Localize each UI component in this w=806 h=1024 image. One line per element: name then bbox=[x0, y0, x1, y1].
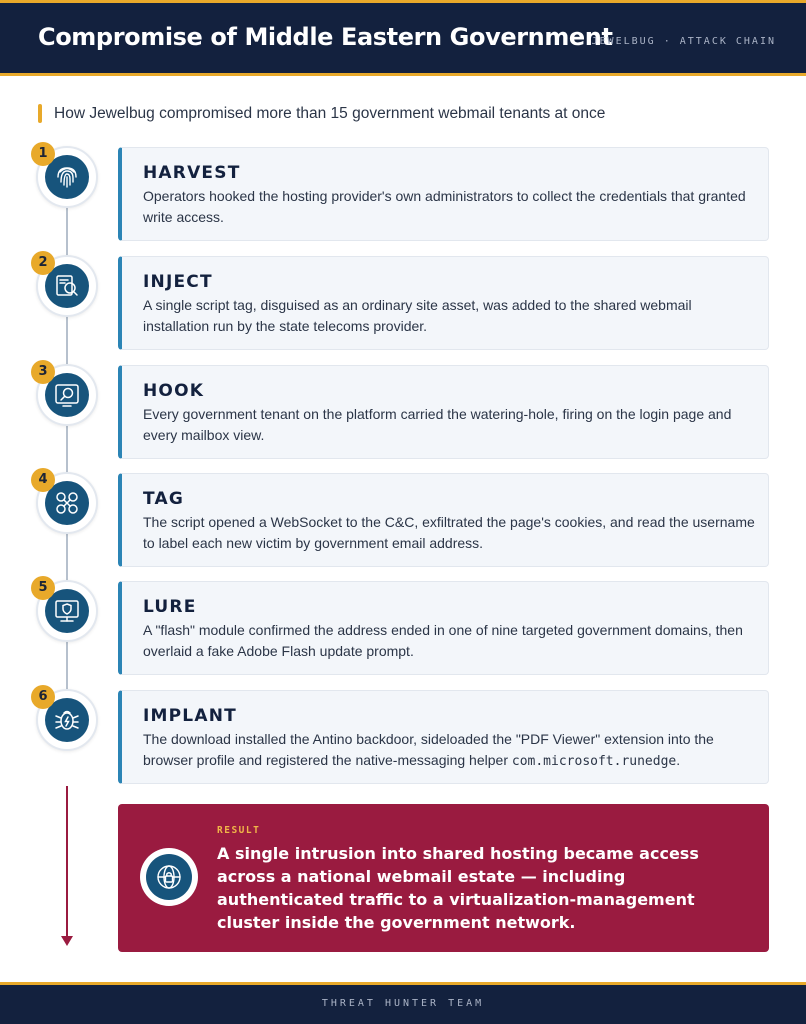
network-nodes-icon bbox=[52, 488, 82, 518]
result-icon bbox=[140, 848, 198, 906]
subtitle: How Jewelbug compromised more than 15 government webmail tenants at once bbox=[54, 105, 606, 122]
magnifier-screen-icon bbox=[52, 380, 82, 410]
step-title: IMPLANT bbox=[143, 706, 237, 726]
header bbox=[0, 0, 806, 76]
footer-text: THREAT HUNTER TEAM bbox=[321, 998, 485, 1009]
timeline-arrow-line bbox=[66, 786, 68, 938]
globe-lock-icon bbox=[153, 861, 185, 893]
step-title: TAG bbox=[143, 489, 184, 509]
step-description bbox=[143, 729, 758, 772]
result-label: RESULT bbox=[217, 825, 261, 836]
step-card-tag bbox=[118, 473, 769, 567]
step-title: LURE bbox=[143, 597, 197, 617]
step-description: The script opened a WebSocket to the C&C, exfiltrated the page's cookies, and read the username to label each new victim by government email address. bbox=[143, 514, 755, 551]
document-search-icon bbox=[52, 271, 82, 301]
step-number-badge: 6 bbox=[31, 685, 55, 709]
step-description: Operators hooked the hosting provider's own administrators to collect the credentials that granted write access. bbox=[143, 188, 746, 225]
step-number-badge: 2 bbox=[31, 251, 55, 275]
monitor-shield-icon bbox=[52, 596, 82, 626]
timeline-connector bbox=[66, 207, 68, 257]
step-title: HARVEST bbox=[143, 163, 241, 183]
step-description-text: The download installed the Antino backdoor, sideloaded the "PDF Viewer" extension into the browser profile and registered the native-messaging helper bbox=[143, 731, 714, 768]
step-title: INJECT bbox=[143, 272, 213, 292]
timeline-connector bbox=[66, 641, 68, 691]
step-description-end: . bbox=[676, 752, 681, 768]
timeline-connector bbox=[66, 533, 68, 583]
step-card-hook bbox=[118, 365, 769, 459]
step-card-inject bbox=[118, 256, 769, 350]
timeline-connector bbox=[66, 316, 68, 366]
result-panel bbox=[118, 804, 769, 952]
step-description: A single script tag, disguised as an ordinary site asset, was added to the shared webmail installation run by the state telecoms provider. bbox=[143, 297, 692, 334]
bug-icon bbox=[52, 705, 82, 735]
footer bbox=[0, 982, 806, 1024]
step-description: A "flash" module confirmed the address ended in one of nine targeted government domains, then overlaid a fake Adobe Flash update prompt. bbox=[143, 622, 743, 659]
step-card-lure bbox=[118, 581, 769, 675]
step-number-badge: 5 bbox=[31, 576, 55, 600]
helper-name-code: com.microsoft.runedge bbox=[511, 754, 677, 769]
page-title: Compromise of Middle Eastern Government bbox=[38, 23, 613, 51]
step-number-badge: 4 bbox=[31, 468, 55, 492]
header-tag: JEWELBUG · ATTACK CHAIN bbox=[591, 36, 776, 47]
step-card-harvest bbox=[118, 147, 769, 241]
fingerprint-icon bbox=[52, 162, 82, 192]
step-number-badge: 1 bbox=[31, 142, 55, 166]
step-number-badge: 3 bbox=[31, 360, 55, 384]
step-title: HOOK bbox=[143, 381, 205, 401]
step-description: Every government tenant on the platform carried the watering-hole, firing on the login page and every mailbox view. bbox=[143, 406, 732, 443]
step-card-implant bbox=[118, 690, 769, 784]
result-text: A single intrusion into shared hosting became access across a national webmail estate — including authenticated traffic to a virtualization-management cluster inside the government network. bbox=[217, 844, 699, 932]
subtitle-accent-bar bbox=[38, 104, 42, 123]
arrow-down-icon bbox=[61, 936, 73, 946]
timeline-connector bbox=[66, 425, 68, 475]
